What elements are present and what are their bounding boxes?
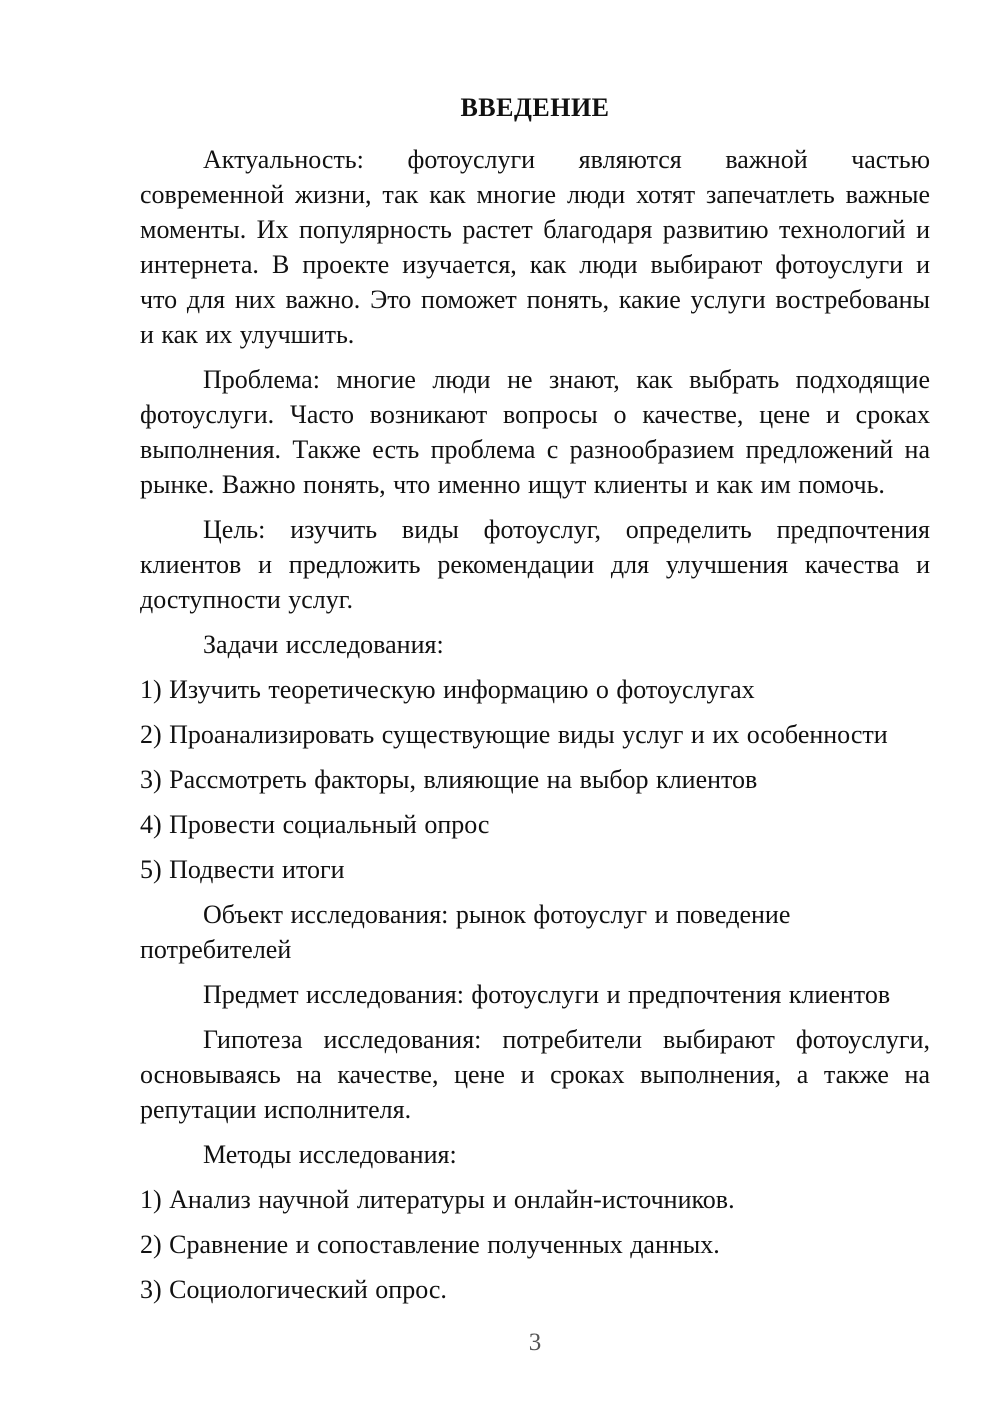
task-list-item: 2) Проанализировать существующие виды услуг и их особенности — [140, 720, 888, 749]
document-content — [140, 90, 930, 1317]
method-list-item: 2) Сравнение и сопоставление полученных данных. — [140, 1230, 720, 1259]
task-list-item: 3) Рассмотреть факторы, влияющие на выбор клиентов — [140, 765, 758, 794]
section-title: ВВЕДЕНИЕ — [460, 93, 610, 122]
paragraph-obekt: Объект исследования: рынок фотоуслуг и поведение потребителей — [140, 900, 791, 964]
methods-heading: Методы исследования: — [203, 1140, 457, 1169]
tasks-heading: Задачи исследования: — [203, 630, 444, 659]
task-list-item: 1) Изучить теоретическую информацию о фотоуслугах — [140, 675, 755, 704]
page-number: 3 — [528, 1329, 542, 1356]
tasks-list — [140, 672, 930, 887]
task-list-item: 4) Провести социальный опрос — [140, 810, 490, 839]
method-list-item: 1) Анализ научной литературы и онлайн-источников. — [140, 1185, 735, 1214]
paragraph-problema: Проблема: многие люди не знают, как выбрать подходящие фотоуслуги. Часто возникают вопросы о качестве, цене и сроках выполнения. Также есть проблема с разнообразием предложений на рынке. Важно понять, что именно ищут клиенты и как им помочь. — [140, 365, 930, 499]
paragraph-tsel: Цель: изучить виды фотоуслуг, определить предпочтения клиентов и предложить рекомендации для улучшения качества и доступности услуг. — [140, 515, 930, 614]
paragraph-aktualnost: Актуальность: фотоуслуги являются важной частью современной жизни, так как многие люди хотят запечатлеть важные моменты. Их популярность растет благодаря развитию технологий и интернета. В проекте изучается, как люди выбирают фотоуслуги и что для них важно. Это поможет понять, какие услуги востребованы и как их улучшить. — [140, 145, 930, 349]
task-list-item: 5) Подвести итоги — [140, 855, 345, 884]
methods-list — [140, 1182, 930, 1307]
paragraph-predmet: Предмет исследования: фотоуслуги и предпочтения клиентов — [203, 980, 891, 1009]
paragraph-gipoteza: Гипотеза исследования: потребители выбирают фотоуслуги, основываясь на качестве, цене и сроках выполнения, а также на репутации исполнителя. — [140, 1025, 930, 1124]
method-list-item: 3) Социологический опрос. — [140, 1275, 447, 1304]
